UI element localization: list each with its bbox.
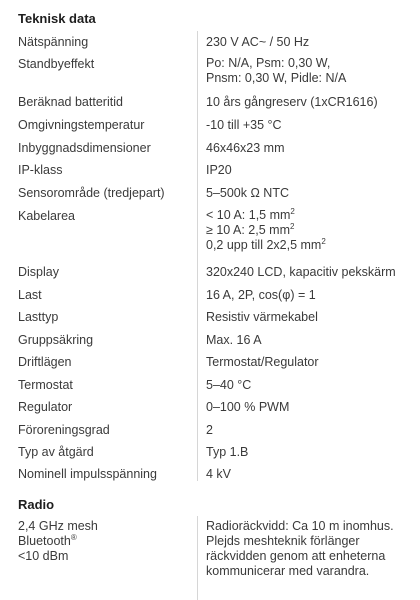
spec-label: Driftlägen <box>18 355 72 369</box>
spec-value-line: 46x46x23 mm <box>206 141 285 155</box>
spec-value <box>206 34 411 50</box>
spec-value <box>206 94 411 110</box>
spec-value <box>206 264 411 280</box>
radio-label <box>18 519 193 564</box>
radio-value-line: räckvidden genom att enheterna <box>206 549 386 563</box>
column-divider <box>197 516 198 600</box>
spec-value-line: Resistiv värmekabel <box>206 310 318 324</box>
column-divider <box>197 31 198 481</box>
spec-value-line: Pnsm: 0,30 W, Pidle: N/A <box>206 71 347 85</box>
radio-value-line: Radioräckvidd: Ca 10 m inomhus. <box>206 519 394 533</box>
spec-label: Last <box>18 288 42 302</box>
spec-value <box>206 140 411 156</box>
spec-value <box>206 399 411 415</box>
spec-value <box>206 422 411 438</box>
radio-label-line: 2,4 GHz mesh <box>18 519 98 533</box>
spec-value-line: 5–500k Ω NTC <box>206 186 289 200</box>
spec-value <box>206 354 411 370</box>
spec-label: Föroreningsgrad <box>18 423 110 437</box>
superscript-two: 2 <box>290 207 295 216</box>
spec-label: IP-klass <box>18 163 63 177</box>
spec-label: Inbyggnadsdimensioner <box>18 141 151 155</box>
spec-label: Termostat <box>18 378 73 392</box>
spec-value-line: 16 A, 2P, cos(φ) = 1 <box>206 288 316 302</box>
spec-value-line: ≥ 10 A: 2,5 $mm^2$ <box>206 222 295 237</box>
spec-label: Lasttyp <box>18 310 59 324</box>
spec-value-line: 2 <box>206 423 213 437</box>
spec-label: Gruppsäkring <box>18 333 94 347</box>
spec-value <box>206 377 411 393</box>
spec-value-line: 0–100 % PWM <box>206 400 290 414</box>
spec-value-line: 320x240 LCD, kapacitiv pekskärm <box>206 265 396 279</box>
radio-value-line: Plejds meshteknik förlänger <box>206 534 360 548</box>
radio-value-line: kommunicerar med varandra. <box>206 564 370 578</box>
spec-value <box>206 208 411 253</box>
spec-value <box>206 162 411 178</box>
spec-value-line: Termostat/Regulator <box>206 355 319 369</box>
spec-value <box>206 287 411 303</box>
superscript-two: 2 <box>289 222 295 231</box>
spec-label: Beräknad batteritid <box>18 95 123 109</box>
spec-value <box>206 185 411 201</box>
spec-value <box>206 332 411 348</box>
spec-value-line: 4 kV <box>206 467 232 481</box>
spec-value <box>206 466 411 482</box>
radio-value <box>206 519 411 579</box>
spec-label: Kabelarea <box>18 209 75 223</box>
spec-value <box>206 444 411 460</box>
spec-value-line: Po: N/A, Psm: 0,30 W, <box>206 56 331 70</box>
spec-label: Omgivningstemperatur <box>18 118 145 132</box>
radio-label-line: Bluetooth® <box>18 533 77 548</box>
radio-label-line: <10 dBm <box>18 549 69 563</box>
spec-label: Regulator <box>18 400 73 414</box>
spec-label: Nominell impulsspänning <box>18 467 157 481</box>
spec-value-line: 10 års gångreserv (1xCR1616) <box>206 95 378 109</box>
spec-value <box>206 309 411 325</box>
radio-heading: Radio <box>18 497 55 512</box>
spec-label: Display <box>18 265 59 279</box>
spec-label: Typ av åtgärd <box>18 445 94 459</box>
spec-value-line: 230 V AC~ / 50 Hz <box>206 35 310 49</box>
registered-mark: ® <box>70 533 77 542</box>
spec-value-line: 5–40 °C <box>206 378 252 392</box>
spec-value-line: -10 till +35 °C <box>206 118 282 132</box>
spec-label: Sensorområde (tredjepart) <box>18 186 165 200</box>
spec-value <box>206 117 411 133</box>
spec-label: Nätspänning <box>18 35 89 49</box>
spec-value-line: Typ 1.B <box>206 445 249 459</box>
spec-value-line: Max. 16 A <box>206 333 262 347</box>
spec-value <box>206 56 411 86</box>
technical-data-heading: Teknisk data <box>18 11 96 26</box>
spec-value-line: 0,2 upp till 2x2,5 $mm^2$ <box>206 237 326 252</box>
spec-value-line: < 10 A: 1,5 $mm^2$ <box>206 207 295 222</box>
superscript-two: 2 <box>321 237 326 246</box>
spec-value-line: IP20 <box>206 163 232 177</box>
spec-label: Standbyeffekt <box>18 57 95 71</box>
